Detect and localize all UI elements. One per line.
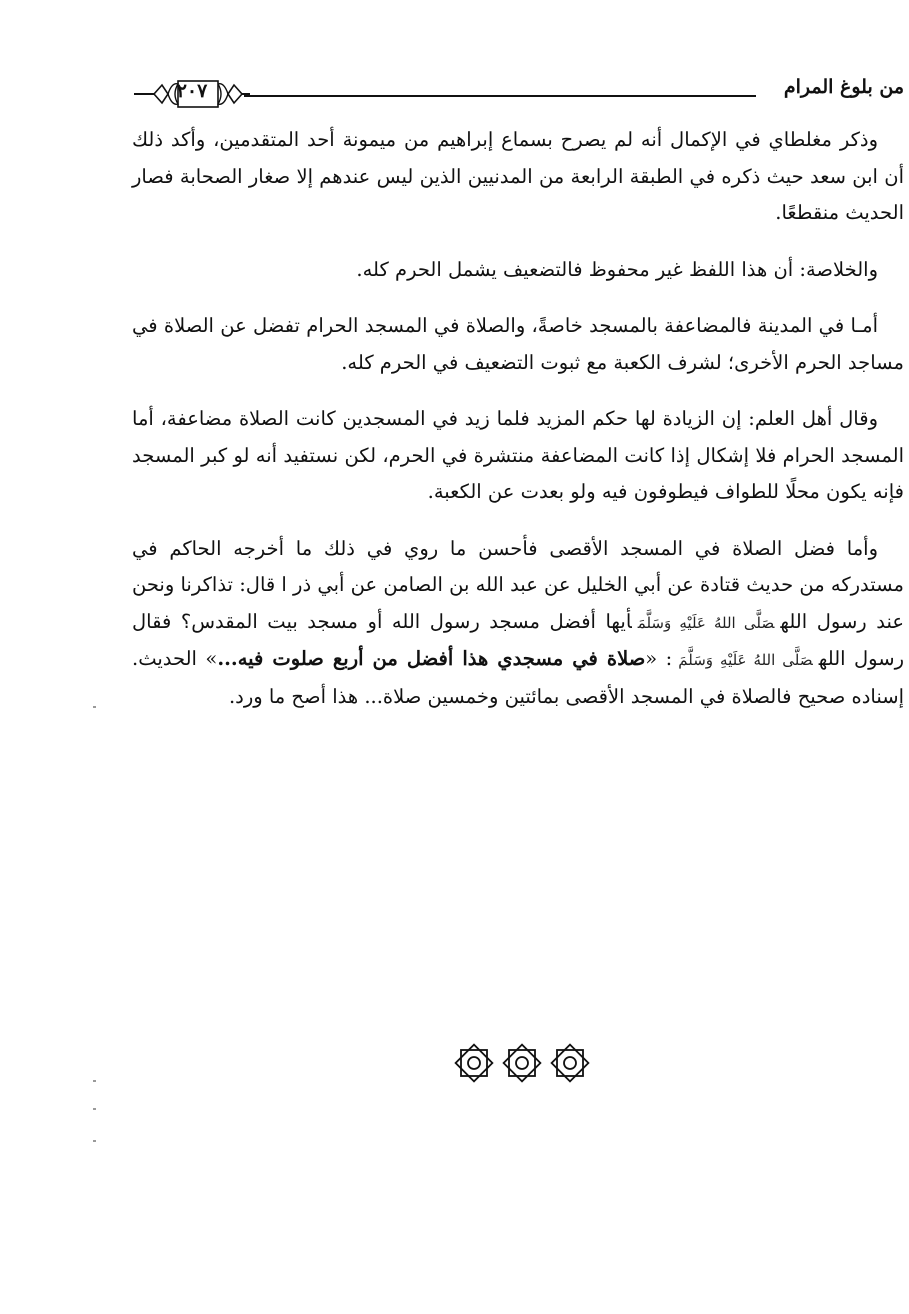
page-header (132, 74, 904, 114)
hadith-quote: صلاة في مسجدي هذا أفضل من أربع صلوت فيه... (217, 647, 646, 670)
salawat-glyph-2: صَلَّى اللهُ عَلَيْهِ وَسَلَّمَ (678, 651, 813, 669)
page-body (132, 122, 904, 735)
scan-speck (93, 1080, 96, 1082)
salawat-glyph-1: صَلَّى اللهُ عَلَيْهِ وَسَلَّمَ (637, 613, 775, 632)
running-title: من بلوغ المرام (783, 76, 904, 98)
scan-speck (93, 1140, 96, 1142)
three-octagram-stars-icon (452, 1040, 592, 1086)
paragraph-3: أمـا في المدينة فالمضاعفة بالمسجد خاصةً، والصلاة في المسجد الحرام تفضل عن الصلاة في مساجد الحرم الأخرى؛ لشرف الكعبة مع ثبوت التضعيف في الحرم كله. (132, 314, 904, 374)
paragraph-1: وذكر مغلطاي في الإكمال أنه لم يصرح بسماع إبراهيم من ميمونة أحد المتقدمين، وأكد ذلك أن ابن سعد حيث ذكره في الطبقة الرابعة من المدنيين الذين ليس عندهم إلا صغار الصحابة فصار الحديث منقطعًا. (132, 128, 904, 224)
paragraph-5-text-b: أيها أفضل مسجد رسول الله أو مسجد بيت المقدس؟ فقال رسول الله (132, 609, 905, 670)
header-rule (244, 95, 756, 97)
paragraph-2: والخلاصة: أن هذا اللفظ غير محفوظ فالتضعيف يشمل الحرم كله. (356, 257, 878, 281)
scan-speck (93, 706, 96, 708)
paragraph-5 (132, 531, 904, 716)
paragraph-5-text-a: وأما فضل الصلاة في المسجد الأقصى فأحسن ما روي في ذلك ما أخرجه الحاكم في مستدركه من حديث قتادة عن أبي الخليل عن عبد الله بن الصامن عن أبي ذر ا قال: تذاكرنا ونحن عند رسول الله (132, 536, 905, 633)
paragraph-5-text-c: : « (645, 647, 673, 670)
page-number: ٢٠٧ (176, 80, 208, 102)
scroll-frame-icon (132, 74, 250, 114)
paragraph-4: وقال أهل العلم: إن الزيادة لها حكم المزيد فلما زيد في المسجدين كانت الصلاة مضاعفة، أما المسجد الحرام فلا إشكال إذا كانت المضاعفة منتشرة في الحرم، لكن نستفيد أنه لو كبر المسجد فإنه يكون محلًا للطواف فيطوفون فيه ولو بعدت عن الكعبة. (132, 407, 904, 503)
scan-speck (93, 1108, 96, 1110)
paragraph-5-text-d: » الحديث. إسناده صحيح فالصلاة في المسجد الأقصى بمائتين وخمسين صلاة... هذا أصح ما ورد. (132, 647, 904, 708)
